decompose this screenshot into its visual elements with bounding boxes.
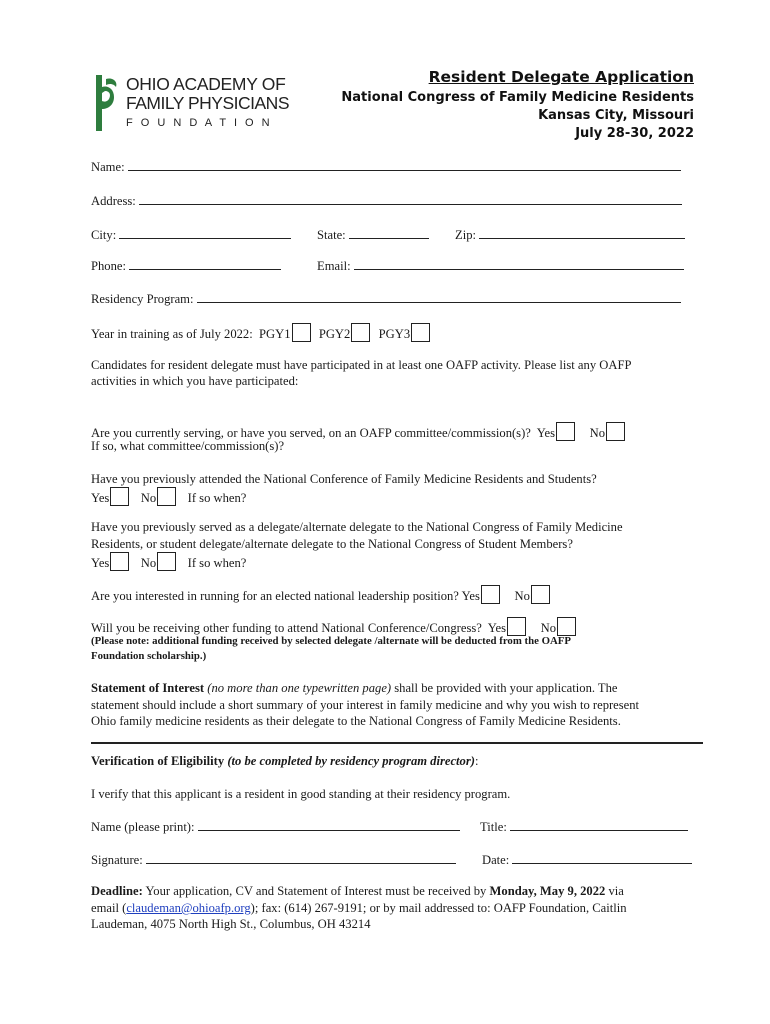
event-location: Kansas City, Missouri (538, 108, 694, 123)
conference-question: Have you previously attended the National Conference of Family Medicine Residents and Students? (91, 472, 597, 486)
pgy1-label: PGY1 (259, 327, 291, 341)
deadline-text3: email ( (91, 901, 127, 915)
delegate-no-label: No (140, 556, 157, 570)
funding-yes-label: Yes (487, 621, 507, 635)
title-field[interactable] (510, 819, 688, 831)
event-subtitle: National Congress of Family Medicine Residents (341, 90, 694, 105)
deadline-date: Monday, May 9, 2022 (489, 884, 606, 898)
city-field[interactable] (119, 227, 291, 239)
email-label: Email: (317, 259, 351, 273)
address-label: Address: (91, 194, 136, 208)
statement-line3: Ohio family medicine residents as their delegate to the National Congress of Family Medicine Residents. (91, 714, 621, 728)
year-row (91, 323, 432, 342)
email-field[interactable] (354, 258, 684, 270)
name-label: Name: (91, 160, 125, 174)
city-row (91, 227, 291, 243)
committee-question: Are you currently serving, or have you served, on an OAFP committee/commission(s)? (91, 426, 531, 440)
name-print-field[interactable] (198, 819, 460, 831)
name-row (91, 159, 681, 175)
committee-followup: If so, what committee/commission(s)? (91, 439, 285, 453)
phone-row (91, 258, 281, 274)
state-row (317, 227, 429, 243)
delegate-no-checkbox[interactable] (157, 552, 176, 571)
committee-yes-checkbox[interactable] (556, 422, 575, 441)
city-label: City: (91, 228, 117, 242)
phone-label: Phone: (91, 259, 126, 273)
signature-label: Signature: (91, 853, 143, 867)
title-row (480, 819, 688, 835)
phone-field[interactable] (129, 258, 281, 270)
deadline-line1 (91, 883, 624, 899)
deadline-text4: ); fax: (614) 267-9191; or by mail addressed to: OAFP Foundation, Caitlin (250, 901, 627, 915)
residency-row (91, 291, 681, 307)
section-divider (91, 742, 703, 744)
leadership-question: Are you interested in running for an elected national leadership position? (91, 589, 459, 603)
funding-note-line2: Foundation scholarship.) (91, 650, 207, 662)
deadline-line3: Laudeman, 4075 North High St., Columbus, OH 43214 (91, 917, 371, 931)
funding-question: Will you be receiving other funding to attend National Conference/Congress? (91, 621, 482, 635)
name-field[interactable] (128, 159, 681, 171)
logo-line2: FAMILY PHYSICIANS (126, 93, 289, 113)
logo-line3: F O U N D A T I O N (126, 117, 273, 129)
conference-answer-row (91, 487, 246, 506)
delegate-yes-checkbox[interactable] (110, 552, 129, 571)
verification-italic: (to be completed by residency program director) (227, 754, 475, 768)
deadline-label: Deadline: (91, 884, 143, 898)
pgy3-label: PGY3 (378, 327, 411, 341)
delegate-answer-row (91, 552, 246, 571)
leadership-row (91, 585, 552, 604)
zip-label: Zip: (455, 228, 476, 242)
verification-heading (91, 753, 478, 769)
statement-text1: shall be provided with your application. The (391, 681, 618, 695)
pgy2-checkbox[interactable] (351, 323, 370, 342)
statement-italic: (no more than one typewritten page) (207, 681, 392, 695)
verification-label: Verification of Eligibility (91, 754, 225, 768)
email-row (317, 258, 684, 274)
address-row (91, 193, 682, 209)
date-field[interactable] (512, 852, 692, 864)
verification-statement: I verify that this applicant is a resident in good standing at their residency program. (91, 787, 511, 801)
page-title: Resident Delegate Application (428, 68, 694, 86)
deadline-text1: Your application, CV and Statement of Interest must be received by (142, 884, 490, 898)
date-row (482, 852, 692, 868)
title-label: Title: (480, 820, 507, 834)
conference-yes-checkbox[interactable] (110, 487, 129, 506)
leadership-no-checkbox[interactable] (531, 585, 550, 604)
signature-row (91, 852, 456, 868)
leadership-yes-checkbox[interactable] (481, 585, 500, 604)
state-label: State: (317, 228, 346, 242)
delegate-question-line1: Have you previously served as a delegate/alternate delegate to the National Congress of Family Medicine (91, 520, 623, 534)
delegate-when-label: If so when? (187, 556, 247, 570)
conference-no-checkbox[interactable] (157, 487, 176, 506)
zip-row (455, 227, 685, 243)
conference-no-label: No (140, 491, 157, 505)
year-label: Year in training as of July 2022: (91, 327, 253, 341)
leadership-no-label: No (514, 589, 530, 603)
committee-no-checkbox[interactable] (606, 422, 625, 441)
statement-line2: statement should include a short summary of your interest in family medicine and why you wish to represent (91, 698, 640, 712)
candidates-line1: Candidates for resident delegate must have participated in at least one OAFP activity. Please list any OAFP (91, 358, 632, 372)
verification-colon: : (474, 754, 479, 768)
statement-line1 (91, 680, 618, 696)
committee-yes-label: Yes (536, 426, 556, 440)
address-field[interactable] (139, 193, 682, 205)
delegate-question-line2: Residents, or student delegate/alternate delegate to the National Congress of Student Members? (91, 537, 573, 551)
pgy2-label: PGY2 (318, 327, 351, 341)
deadline-line2 (91, 900, 627, 916)
leadership-yes-label: Yes (461, 589, 480, 603)
deadline-email-link[interactable]: claudeman@ohioafp.org (126, 901, 251, 915)
pgy1-checkbox[interactable] (292, 323, 311, 342)
statement-label: Statement of Interest (91, 681, 205, 695)
state-field[interactable] (349, 227, 429, 239)
name-print-label: Name (please print): (91, 820, 195, 834)
candidates-line2: activities in which you have participated: (91, 374, 299, 388)
name-print-row (91, 819, 460, 835)
logo-mark (92, 75, 122, 131)
conference-yes-label: Yes (91, 491, 110, 505)
committee-no-label: No (589, 426, 606, 440)
event-dates: July 28-30, 2022 (575, 126, 694, 141)
logo-line1: OHIO ACADEMY OF (126, 74, 286, 94)
date-label: Date: (482, 853, 510, 867)
funding-note-line1: (Please note: additional funding received by selected delegate /alternate will be deducted from the OAFP (91, 635, 571, 647)
pgy3-checkbox[interactable] (411, 323, 430, 342)
funding-no-label: No (540, 621, 557, 635)
logo (92, 75, 312, 131)
signature-field[interactable] (146, 852, 456, 864)
delegate-yes-label: Yes (91, 556, 110, 570)
conference-when-label: If so when? (187, 491, 247, 505)
deadline-text2: via (605, 884, 624, 898)
zip-field[interactable] (479, 227, 685, 239)
residency-field[interactable] (197, 291, 681, 303)
residency-label: Residency Program: (91, 292, 194, 306)
